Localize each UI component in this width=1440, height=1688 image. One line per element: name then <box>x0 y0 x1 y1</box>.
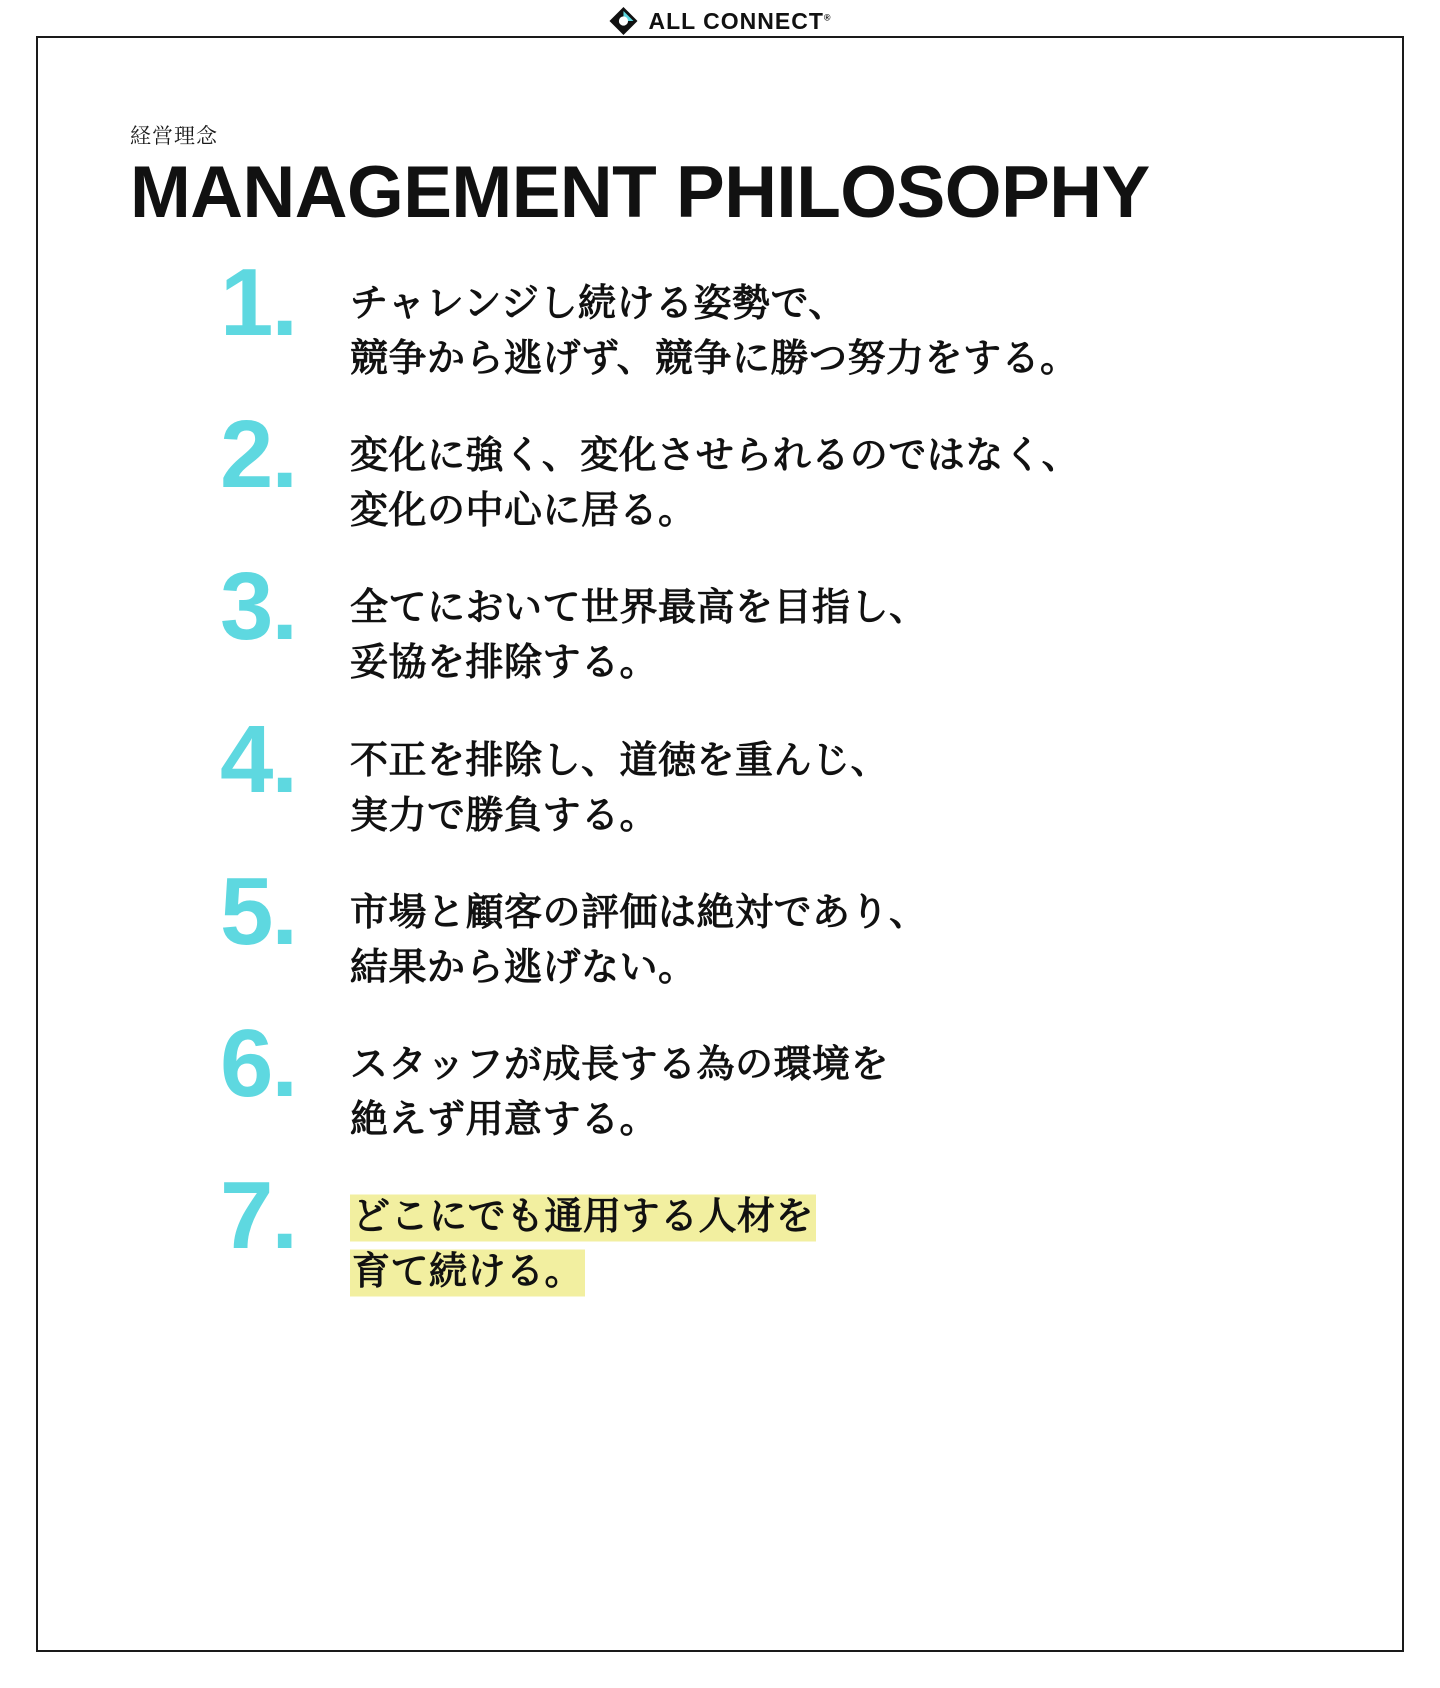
item-line: スタッフが成長する為の環境を <box>350 1043 890 1086</box>
item-line: 結果から逃げない。 <box>350 946 697 989</box>
item-line: 不正を排除し、道徳を重んじ、 <box>350 739 890 782</box>
item-text <box>350 1034 889 1148</box>
list-item <box>220 249 1340 387</box>
item-text <box>350 882 928 996</box>
item-line: 全てにおいて世界最高を目指し、 <box>350 587 928 630</box>
highlight-line-wrapper <box>350 1245 816 1300</box>
philosophy-list <box>220 249 1340 1300</box>
list-item <box>220 857 1340 996</box>
item-line: 市場と顧客の評価は絶対であり、 <box>350 891 928 934</box>
poster-content <box>130 120 1340 1338</box>
list-item <box>220 705 1340 844</box>
item-line: 育て続ける。 <box>350 1245 585 1300</box>
trademark-symbol: ® <box>823 11 832 22</box>
item-number: 7. <box>220 1162 297 1270</box>
list-item-highlighted <box>220 1162 1340 1300</box>
brand-logo <box>582 6 857 36</box>
item-number: 3. <box>220 553 297 661</box>
item-text <box>350 577 928 691</box>
item-line: チャレンジし続ける姿勢で、 <box>350 283 847 325</box>
item-text <box>350 425 1080 539</box>
item-line: 変化に強く、変化させられるのではなく、 <box>350 435 1080 478</box>
item-number: 6. <box>220 1009 297 1117</box>
item-number: 1. <box>220 249 297 356</box>
logo-wordmark: ALL CONNECT® <box>648 7 832 34</box>
item-line: 妥協を排除する。 <box>350 642 659 685</box>
highlight-line-wrapper <box>350 1190 816 1245</box>
item-text <box>350 273 1078 387</box>
item-line: どこにでも通用する人材を <box>350 1190 816 1245</box>
item-number: 2. <box>220 401 297 509</box>
page-title: MANAGEMENT PHILOSOPHY <box>130 152 1150 233</box>
list-item <box>220 401 1340 539</box>
item-number: 4. <box>220 705 297 813</box>
list-item <box>220 553 1340 691</box>
item-text <box>350 730 889 844</box>
section-kicker: 経営理念 <box>130 125 218 148</box>
item-line: 競争から逃げず、競争に勝つ努力をする。 <box>350 338 1079 381</box>
item-line: 実力で勝負する。 <box>350 794 659 837</box>
item-number: 5. <box>220 857 297 965</box>
list-item <box>220 1009 1340 1148</box>
item-text <box>350 1186 816 1300</box>
item-line: 変化の中心に居る。 <box>350 490 697 533</box>
item-line: 絶えず用意する。 <box>350 1099 659 1142</box>
all-connect-mark-icon <box>608 6 638 36</box>
